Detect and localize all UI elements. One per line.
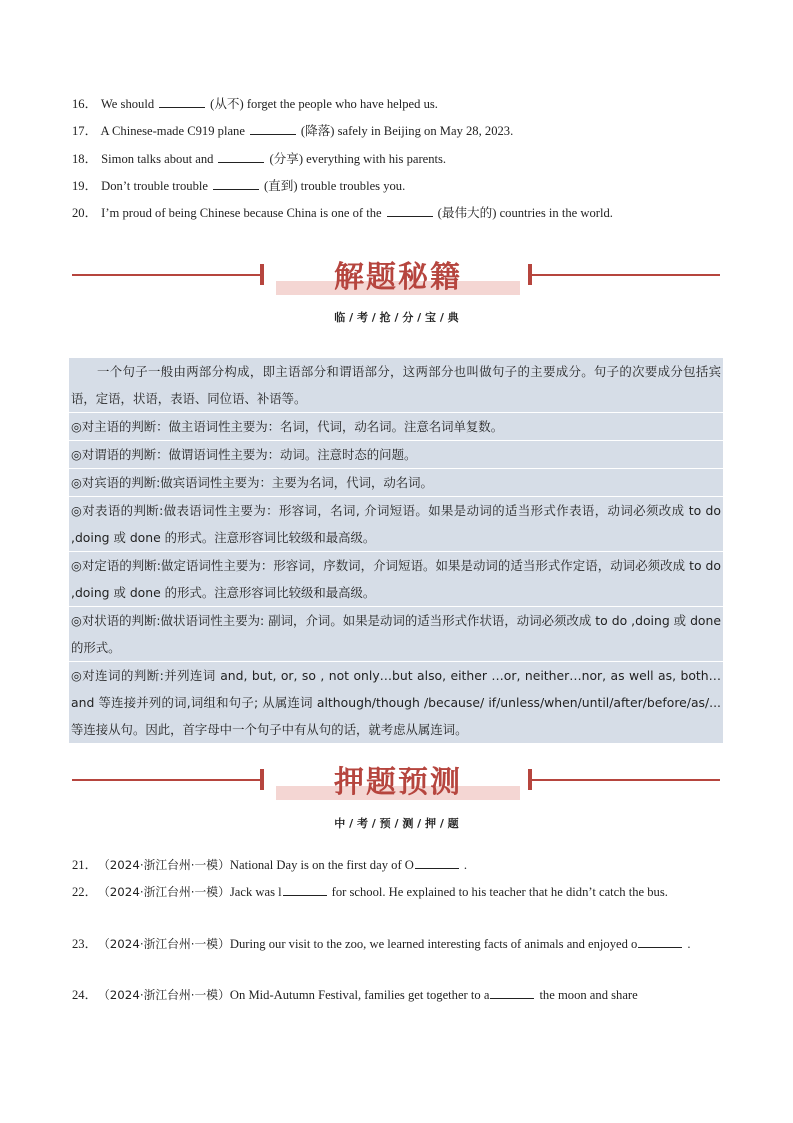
tips-attributive: ◎对定语的判断:做定语词性主要为：形容词，序数词，介词短语。如果是动词的适当形式作定语，动词必须改成 to do ,doing 或 done 的形式。注意形容词比较级和最高级。: [69, 552, 723, 607]
question-18: 18． Simon talks about and (分享) everything with his parents.: [72, 146, 721, 173]
answer-blank[interactable]: [213, 176, 259, 190]
section-title: 解题秘籍: [334, 260, 462, 295]
banner-rule-right: [532, 274, 720, 276]
answer-blank[interactable]: [250, 121, 296, 135]
banner-tick-left: [260, 264, 264, 285]
tips-predicative: ◎对表语的判断:做表语词性主要为：形容词，名词, 介词短语。如果是动词的适当形式作表语，动词必须改成 to do ,doing 或 done 的形式。注意形容词比较级和最高级。: [69, 497, 723, 552]
answer-blank[interactable]: [415, 855, 459, 869]
question-22: 22．（2024·浙江台州·一模）Jack was l for school. He explained to his teacher that he didn’t catch the bus.: [72, 879, 721, 906]
section-banner-predict: [72, 761, 720, 801]
tips-intro: 一个句子一般由两部分构成，即主语部分和谓语部分，这两部分也叫做句子的主要成分。句子的次要成分包括宾语，定语，状语，表语、同位语、补语等。: [69, 358, 723, 413]
answer-blank[interactable]: [638, 934, 682, 948]
section-subtitle: 中 / 考 / 预 / 测 / 押 / 题: [334, 817, 459, 830]
tips-box: [69, 358, 723, 744]
banner-rule-right: [532, 779, 720, 781]
tips-conjunction: ◎对连词的判断:并列连词 and, but, or, so , not only…but also, either …or, neither…nor, as well as, both…and 等连接并列的词,词组和句子; 从属连词 although/though /because/ if/unless/when/until/after/before/as/...等连接从句。因此，首字母中一个句子中有从句的话，就考虑从属连词。: [69, 662, 723, 744]
tips-subject: ◎对主语的判断：做主语词性主要为：名词，代词，动名词。注意名词单复数。: [69, 413, 723, 441]
question-20: 20． I’m proud of being Chinese because China is one of the (最伟大的) countries in the world.: [72, 200, 721, 227]
section-title: 押题预测: [334, 765, 462, 800]
banner-tick-left: [260, 769, 264, 790]
tips-object: ◎对宾语的判断:做宾语词性主要为：主要为名词，代词，动名词。: [69, 469, 723, 497]
question-24: 24．（2024·浙江台州·一模）On Mid-Autumn Festival, families get together to a the moon and share: [72, 982, 721, 1009]
tips-predicate: ◎对谓语的判断：做谓语词性主要为：动词。注意时态的问题。: [69, 441, 723, 469]
question-19: 19． Don’t trouble trouble (直到) trouble troubles you.: [72, 173, 721, 200]
question-21: 21．（2024·浙江台州·一模）National Day is on the first day of O .: [72, 852, 721, 879]
question-16: 16． We should (从不) forget the people who have helped us.: [72, 91, 721, 118]
question-17: 17． A Chinese-made C919 plane (降落) safely in Beijing on May 28, 2023.: [72, 118, 721, 145]
answer-blank[interactable]: [490, 985, 534, 999]
section-subtitle: 临 / 考 / 抢 / 分 / 宝 / 典: [334, 311, 459, 324]
question-23: 23．（2024·浙江台州·一模）During our visit to the zoo, we learned interesting facts of animals and enjoyed o .: [72, 931, 721, 958]
section-banner-tips: [72, 256, 720, 296]
answer-blank[interactable]: [159, 94, 205, 108]
answer-blank[interactable]: [218, 149, 264, 163]
answer-blank[interactable]: [387, 203, 433, 217]
banner-rule-left: [72, 274, 260, 276]
tips-adverbial: ◎对状语的判断:做状语词性主要为: 副词，介词。如果是动词的适当形式作状语，动词必须改成 to do ,doing 或 done 的形式。: [69, 607, 723, 662]
banner-rule-left: [72, 779, 260, 781]
answer-blank[interactable]: [283, 882, 327, 896]
